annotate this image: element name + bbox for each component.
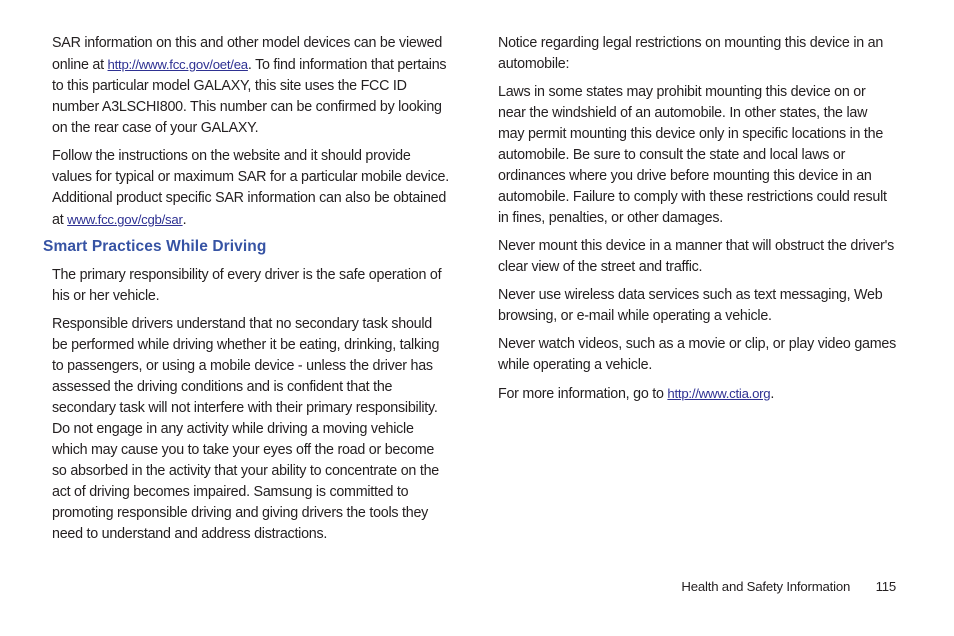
driver-responsibility-paragraph: The primary responsibility of every driver is the safe operation of his or her vehicle. xyxy=(52,267,442,304)
footer-section-title: Health and Safety Information xyxy=(681,579,851,594)
page-footer xyxy=(681,579,896,594)
page-number: 115 xyxy=(875,579,896,594)
obstruct-view-paragraph: Never mount this device in a manner that will obstruct the driver's clear view of the street and traffic. xyxy=(498,238,895,275)
section-heading: Smart Practices While Driving xyxy=(43,238,267,255)
mounting-laws-paragraph: Laws in some states may prohibit mounting this device on or near the windshield of an automobile. In other states, the law may permit mounting this device only in specific locations in the automobile. Be sure to consult the state and local laws or ordinances where you drive before mounting this device in an automobile. Failure to comply with these restrictions could result in fines, penalties, or other damages. xyxy=(498,84,887,226)
left-column xyxy=(43,33,450,552)
videos-paragraph: Never watch videos, such as a movie or clip, or play video games while operating a vehicle. xyxy=(498,336,897,373)
more-info-paragraph: For more information, go to http://www.ctia.org. xyxy=(498,386,775,402)
fcc-cgb-link[interactable]: www.fcc.gov/cgb/sar xyxy=(67,212,183,227)
mounting-notice-paragraph: Notice regarding legal restrictions on mounting this device in an automobile: xyxy=(498,35,884,72)
responsible-drivers-paragraph: Responsible drivers understand that no secondary task should be performed while driving whether it be eating, drinking, talking to passengers, or using a mobile device - unless the driver has assessed the driving conditions and is confident that the secondary task will not interfere with their primary responsibility. Do not engage in any activity while driving a moving vehicle which may cause you to take your eyes off the road or become so absorbed in the activity that your ability to concentrate on the act of driving becomes impaired. Samsung is committed to promoting responsible driving and giving drivers the tools they need to understand and address distractions. xyxy=(52,316,440,542)
sar-instructions-paragraph: Follow the instructions on the website and it should provide values for typical or maximum SAR for a particular mobile device. Additional product specific SAR information can also be obtained at www.fcc.gov/cgb/sar. xyxy=(52,148,449,228)
fcc-oet-link[interactable]: http://www.fcc.gov/oet/ea xyxy=(107,57,248,72)
ctia-link[interactable]: http://www.ctia.org xyxy=(667,386,771,401)
right-column xyxy=(498,33,896,412)
sar-info-paragraph: SAR information on this and other model devices can be viewed online at http://www.fcc.gov/oet/ea. To find information that pertains to this particular model GALAXY, this site uses the FCC ID number A3LSCHI800. This number can be confirmed by looking on the rear case of your GALAXY. xyxy=(52,35,447,136)
wireless-data-paragraph: Never use wireless data services such as text messaging, Web browsing, or e-mail while operating a vehicle. xyxy=(498,287,883,324)
